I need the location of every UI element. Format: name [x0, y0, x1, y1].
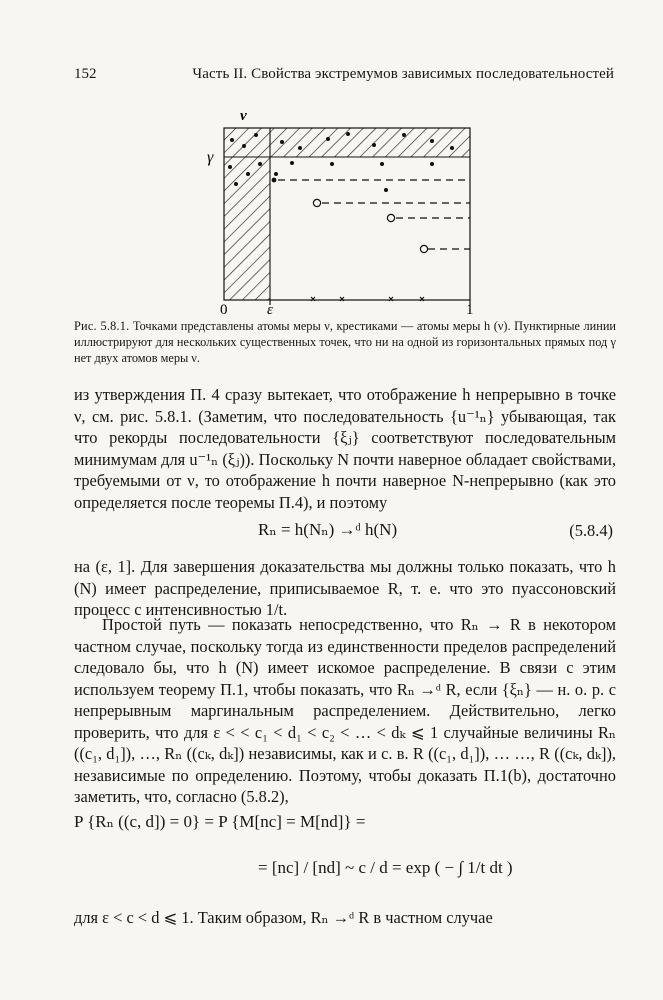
x-tick-label-1: 1 — [466, 302, 474, 318]
atom-dot — [290, 161, 294, 165]
atom-dot — [380, 162, 384, 166]
atom-dot — [230, 138, 234, 142]
atom-dot — [346, 132, 350, 136]
y-axis-label: ν — [240, 108, 247, 124]
paragraph-4: для ε < c < d ⩽ 1. Таким образом, Rₙ →ᵈ R в частном случае — [74, 908, 493, 927]
atoms-below-gamma — [274, 161, 434, 192]
paragraph-3: Простой путь — показать непосредственно, что Rₙ → R в некотором частном случае, поскольку тогда из единственности пределов распределений следовало бы, что h (N) имеет искомое распределение. В связи с этим используем теорему П.1, чтобы показать, что Rₙ →ᵈ R, если {ξₙ} — н. о. р. с непрерывным маргинальным распределением. Действительно, легко проверить, что для ε < < c₁ < d₁ < c₂ < … < dₖ ⩽ 1 случайные величины Rₙ ((c₁, d₁]), …, Rₙ ((cₖ, dₖ]) независимы, как и с. в. R ((c₁, d₁]), … …, R ((cₖ, dₖ]), независимые по определению. Поэтому, чтобы доказать П.1(b), достаточно заметить, что, согласно (5.8.2), — [74, 615, 616, 806]
atom-dot — [242, 144, 246, 148]
open-circle — [313, 199, 320, 206]
atom-dot — [234, 182, 238, 186]
atom-dot — [246, 172, 250, 176]
equation-prob-line-2: = [nc] / [nd] ~ c / d = exp ( − ∫ 1/t dt ) — [258, 858, 513, 877]
atom-dot — [326, 137, 330, 141]
figure-diagram — [196, 104, 488, 316]
atom-dot — [450, 146, 454, 150]
atom-dot — [258, 162, 262, 166]
atom-dot — [330, 162, 334, 166]
atom-dot — [228, 165, 232, 169]
equation-prob-line-1: P {Rₙ ((c, d]) = 0} = P {M[nc] = M[nd]} = — [74, 812, 366, 831]
page-header — [74, 66, 614, 86]
atom-dot — [372, 143, 376, 147]
atom-dot — [272, 178, 277, 183]
caption-label: Рис. 5.8.1. — [74, 319, 130, 333]
x-tick-label-eps: ε — [267, 302, 273, 318]
equation-5-8-4: Rₙ = h(Nₙ) →ᵈ h(N) — [258, 520, 398, 539]
axis-ticks — [270, 300, 470, 305]
open-circle — [420, 245, 427, 252]
page-number: 152 — [74, 66, 97, 82]
figure-5-8-1 — [196, 104, 488, 316]
figure-caption — [74, 318, 616, 366]
equation-number: (5.8.4) — [569, 521, 613, 540]
caption-text: Точками представлены атомы меры ν, крестиками — атомы меры h (ν). Пунктирные линии иллюстрируют для нескольких существенных точек, что ни на одной из горизонтальных прямых под γ нет двух атомов меры ν. — [74, 319, 616, 365]
x-tick-label-0: 0 — [220, 302, 228, 318]
atom-dot — [384, 188, 388, 192]
gamma-label: γ — [207, 149, 214, 166]
atom-dot — [254, 133, 258, 137]
dashed-lines — [278, 180, 470, 249]
running-head: Часть II. Свойства экстремумов зависимых последовательностей — [192, 66, 614, 82]
open-circle — [387, 214, 394, 221]
atom-dot — [298, 146, 302, 150]
paragraph-1: из утверждения П. 4 сразу вытекает, что отображение h непрерывно в точке ν, см. рис. 5.8.1. (Заметим, что последовательность {u⁻¹ₙ} убывающая, так что рекорды последовательности {ξⱼ} соответствуют последовательным минимумам для u⁻¹ₙ (ξⱼ)). Поскольку N почти наверное обладает свойствами, требуемыми от ν, то отображение h почти наверное N-непрерывно (как это определяется после теоремы П.4), и поэтому — [74, 385, 616, 512]
paragraph-2: на (ε, 1]. Для завершения доказательства мы должны только показать, что h (N) имеет распределение, приписываемое R, т. е. что это пуассоновский процесс с интенсивностью 1/t. — [74, 557, 616, 619]
open-circles — [313, 199, 427, 252]
atom-dot — [430, 162, 434, 166]
atom-dot — [402, 133, 406, 137]
hatched-left-region — [224, 157, 270, 300]
atom-dot — [430, 139, 434, 143]
atom-dot — [280, 140, 284, 144]
atom-dot — [274, 172, 278, 176]
atoms-on-dashed — [272, 178, 277, 183]
